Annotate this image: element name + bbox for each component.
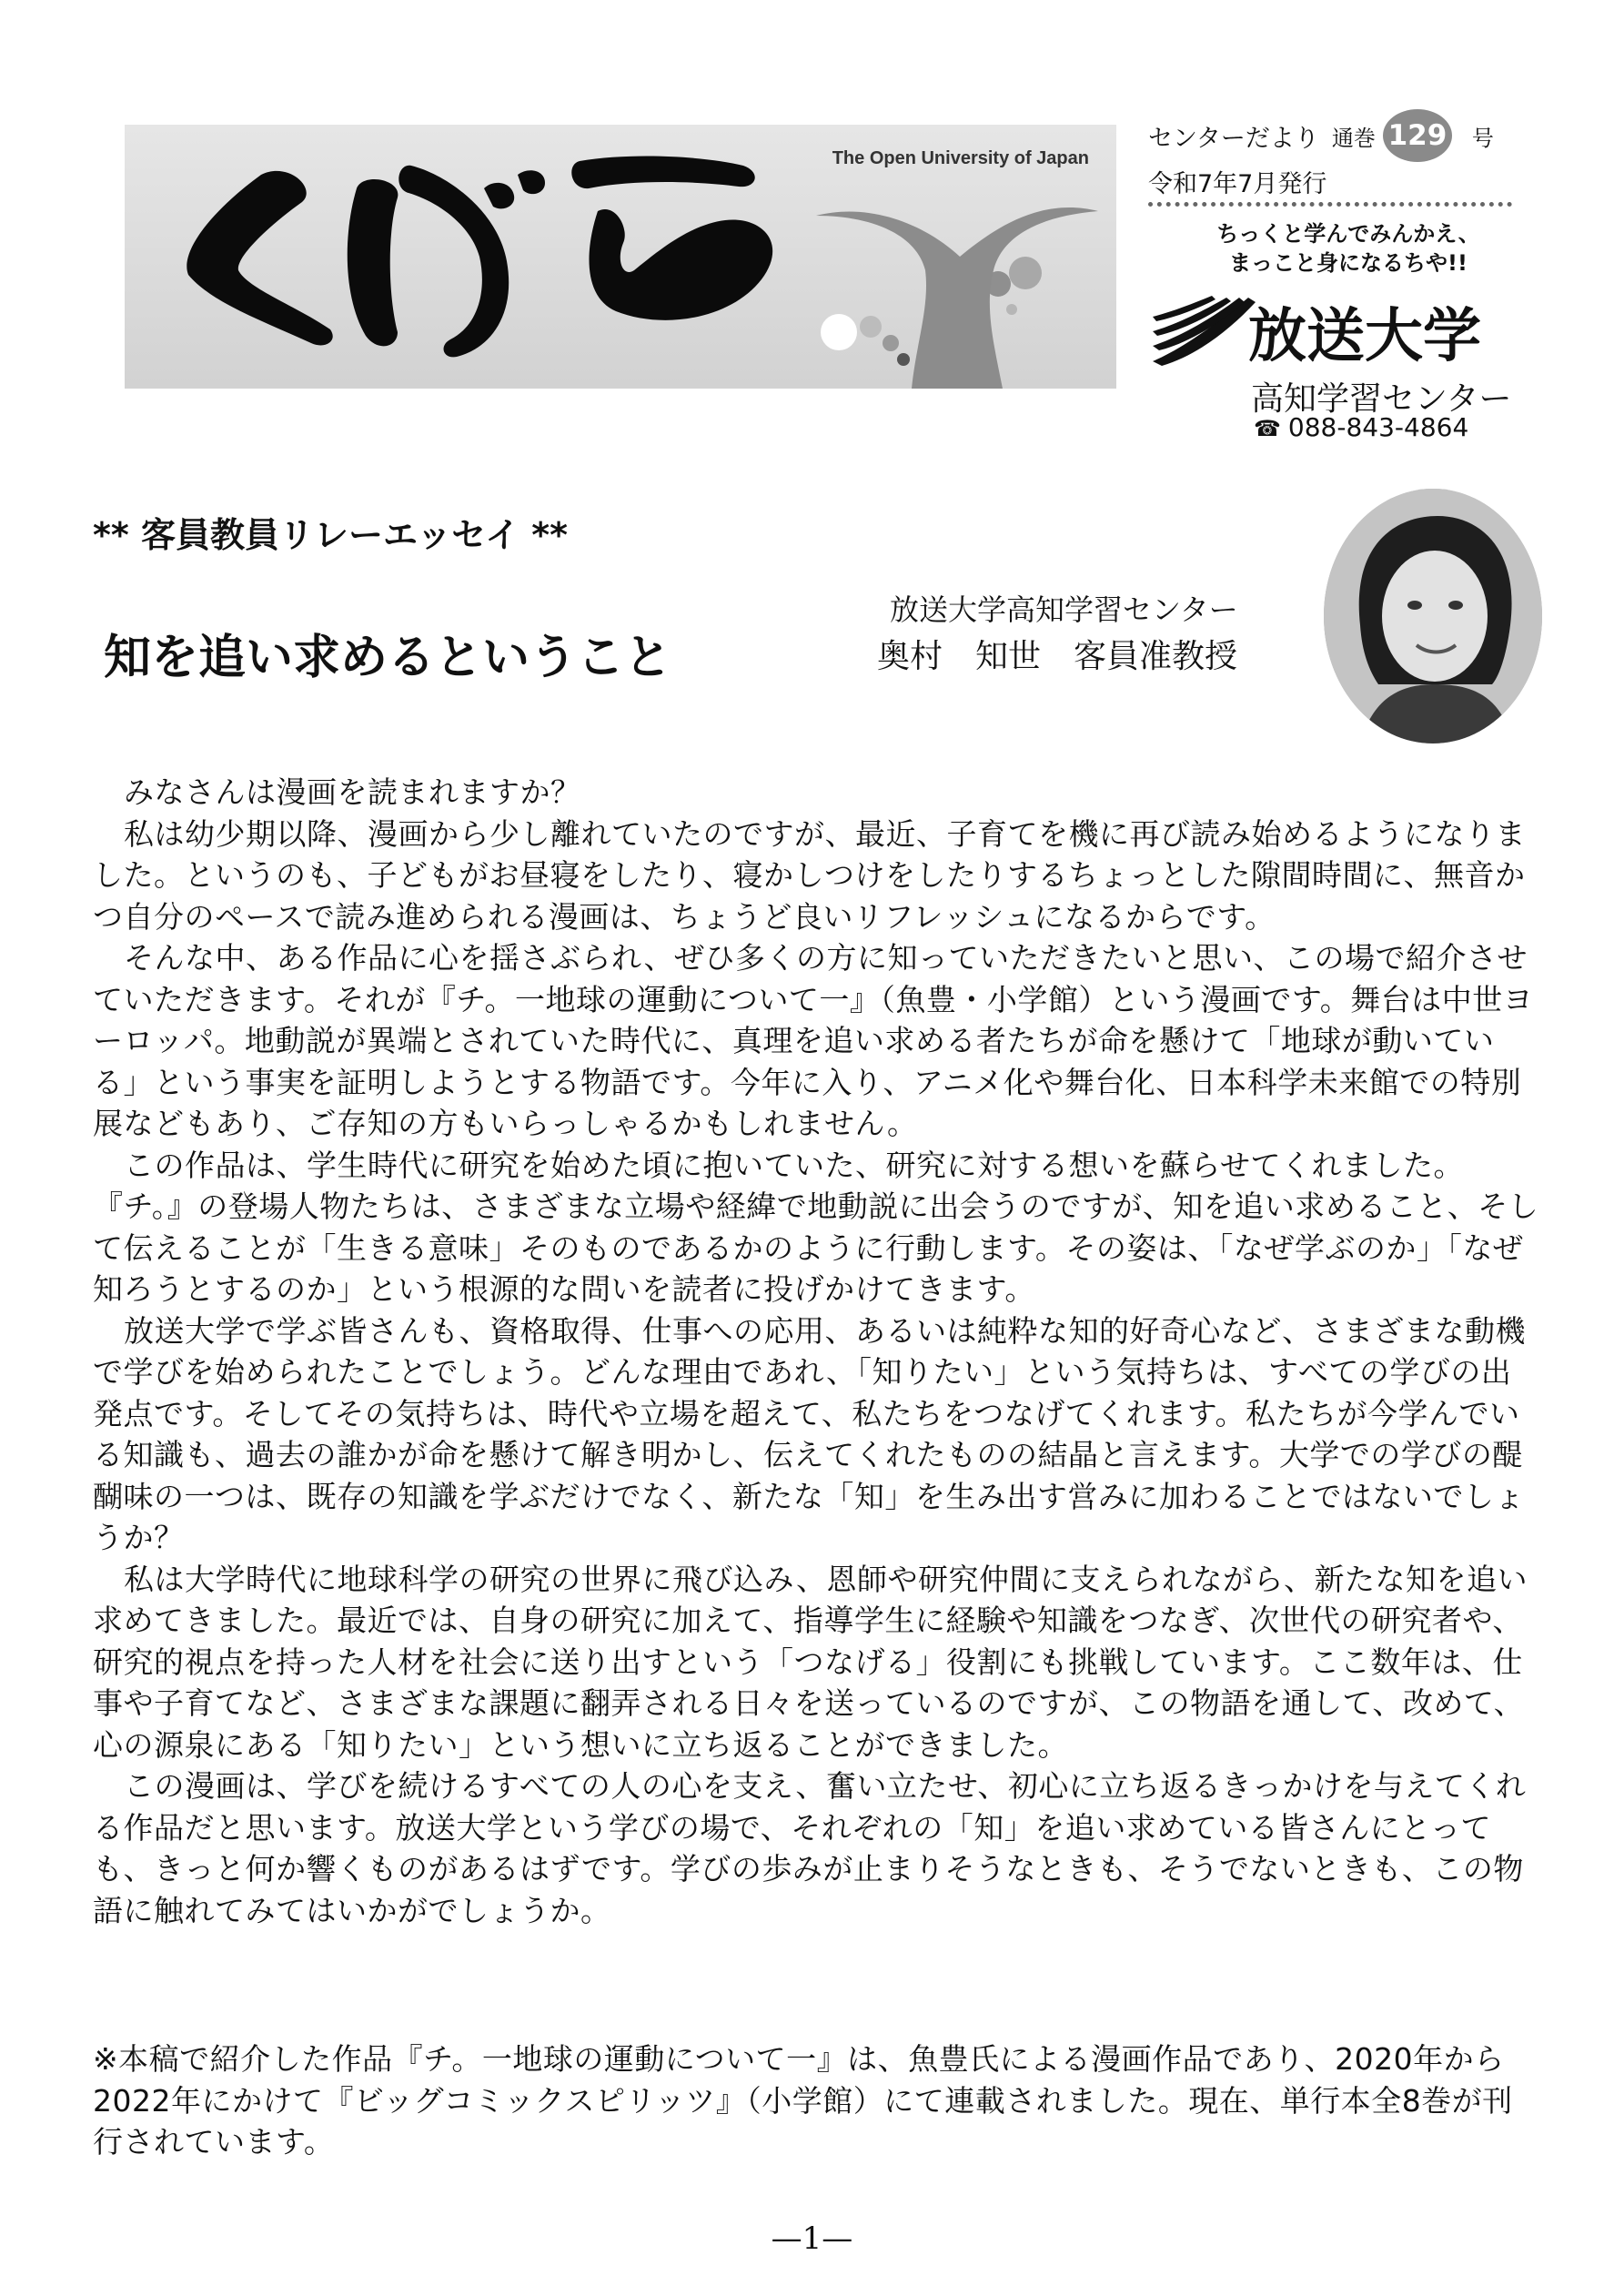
dotted-divider xyxy=(1148,202,1512,207)
telephone-number: 088-843-4864 xyxy=(1287,412,1469,442)
essay-paragraph: 私は幼少期以降、漫画から少し離れていたのですが、最近、子育てを機に再び読み始めるようになりました。というのも、子どもがお昼寝をしたり、寝かしつけをしたりするちょっとした隙間時間に、無音かつ自分のペースで読み進められる漫画は、ちょうど良いリフレッシュになるからです。 xyxy=(93,815,1526,935)
essay-paragraph: この作品は、学生時代に研究を始めた頃に抱いていた、研究に対する想いを蘇らせてくれました。 xyxy=(124,1147,1465,1183)
issue-suffix: 号 xyxy=(1471,125,1494,151)
newsletter-info xyxy=(1148,109,1530,199)
masthead-subtitle: The Open University of Japan xyxy=(832,148,1089,168)
footnote: ※本稿で紹介した作品『チ。一地球の運動について一』は、魚豊氏による漫画作品であり、2020年から2022年にかけて『ビッグコミックスピリッツ』（小学館）にて連載されました。現在、単行本全8巻が刊行されています。 xyxy=(93,2041,1513,2159)
newsletter-label: センターだより xyxy=(1148,124,1319,153)
article-title: 知を追い求めるということ xyxy=(104,631,672,685)
telephone-icon: ☎ xyxy=(1254,416,1281,441)
masthead-banner xyxy=(125,125,1116,389)
essay-paragraph: 放送大学で学ぶ皆さんも、資格取得、仕事への応用、あるいは純粋な知的好奇心など、さまざまな動機で学びを始められたことでしょう。どんな理由であれ、「知りたい」という気持ちは、すべての学びの出発点です。そしてその気持ちは、時代や立場を超えて、私たちをつなげてくれます。私たちが今学んでいる知識も、過去の誰かが命を懸けて解き明かし、伝えてくれたものの結晶と言えます。大学での学びの醍醐味の一つは、既存の知識を学ぶだけでなく、新たな「知」を生み出す営みに加わることではないでしょうか？ xyxy=(93,1312,1526,1555)
author-portrait xyxy=(1324,489,1542,743)
essay-paragraph: みなさんは漫画を読まれますか？ xyxy=(124,774,581,810)
essay-body xyxy=(93,772,1539,1931)
motto xyxy=(1185,220,1512,278)
telephone-line xyxy=(1254,412,1468,442)
issue-line xyxy=(1148,109,1530,162)
page-number: —1— xyxy=(771,2220,853,2257)
essay-paragraph: そんな中、ある作品に心を揺さぶられ、ぜひ多くの方に知っていただきたいと思い、この場で紹介させていただきます。それが『チ。一地球の運動について一』（魚豊・小学館）という漫画です。舞台は中世ヨーロッパ。地動説が異端とされていた時代に、真理を追い求める者たちが命を懸けて「地球が動いている」という事実を証明しようとする物語です。今年に入り、アニメ化や舞台化、日本科学未来館での特別展などもあり、ご存知の方もいらっしゃるかもしれません。 xyxy=(93,940,1534,1141)
essay-paragraph: 私は大学時代に地球科学の研究の世界に飛び込み、恩師や研究仲間に支えられながら、新たな知を追い求めてきました。最近では、自身の研究に加えて、指導学生に経験や知識をつなぎ、次世代の研究者や、研究的視点を持った人材を社会に送り出すという「つなげる」役割にも挑戦しています。ここ数年は、仕事や子育てなど、さまざまな課題に翻弄される日々を送っているのですが、この物語を通して、改めて、心の源泉にある「知りたい」という想いに立ち返ることができました。 xyxy=(93,1561,1528,1763)
portrait-photo-icon xyxy=(1324,489,1542,743)
essay-paragraph: この漫画は、学びを続けるすべての人の心を支え、奮い立たせ、初心に立ち返るきっかけを与えてくれる作品だと思います。放送大学という学びの場で、それぞれの「知」を追い求めている皆さんにとっても、きっと何か響くものがあるはずです。学びの歩みが止まりそうなときも、そうでないときも、この物語に触れてみてはいかがでしょうか。 xyxy=(93,1768,1527,1928)
essay-paragraph: 『チ。』の登場人物たちは、さまざまな立場や経緯で地動説に出会うのですが、知を追い求めること、そして伝えることが「生きる意味」そのものであるかのように行動します。その姿は、「なぜ学ぶのか」「なぜ知ろうとするのか」という根源的な問いを読者に投げかけてきます。 xyxy=(93,1188,1539,1307)
author-affiliation: 放送大学高知学習センター xyxy=(890,592,1238,627)
issue-number-badge: 129 xyxy=(1383,109,1452,162)
university-name: 放送大学 xyxy=(1248,303,1481,370)
issue-date: 令和7年7月発行 xyxy=(1148,170,1327,198)
series-title: ** 客員教員リレーエッセイ ** xyxy=(93,515,569,555)
motto-line-1: ちっくと学んでみんかえ、 xyxy=(1216,221,1480,247)
university-logo-icon xyxy=(1148,293,1257,366)
volume-prefix: 通巻 xyxy=(1331,125,1376,151)
author-name: 奥村 知世 客員准教授 xyxy=(877,638,1238,675)
study-center-name: 高知学習センター xyxy=(1251,380,1512,418)
motto-line-2: まっこと身になるちや!! xyxy=(1229,249,1468,276)
